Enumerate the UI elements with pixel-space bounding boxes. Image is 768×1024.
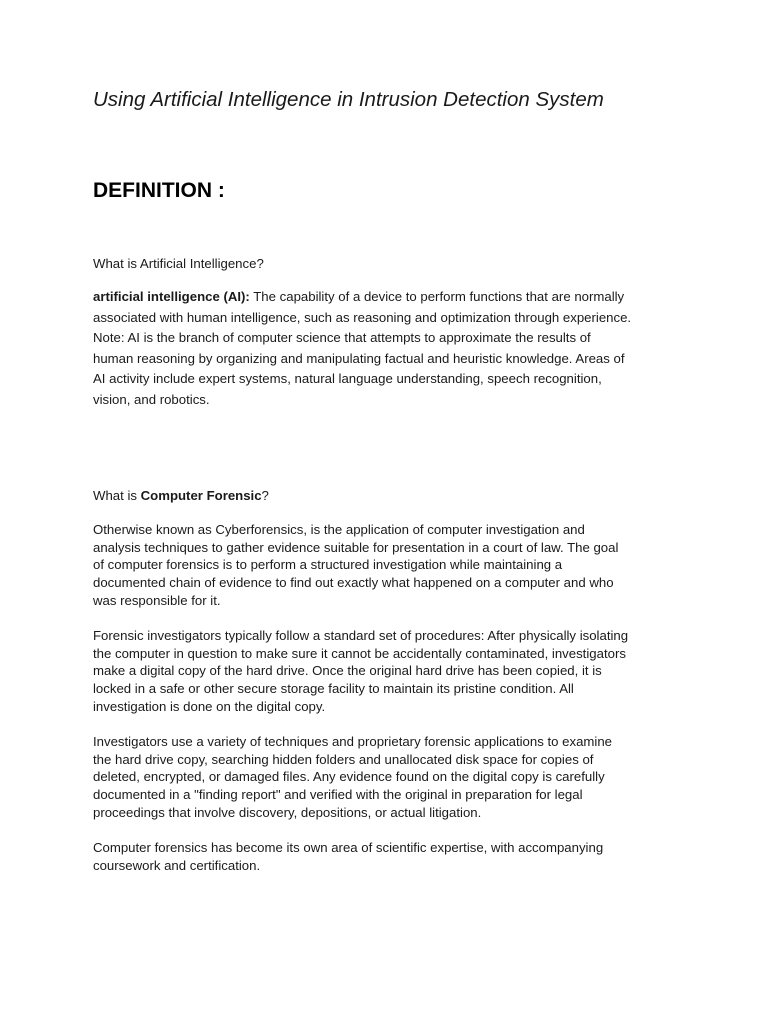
forensic-paragraph-4 [93, 839, 683, 874]
forensic-paragraph-3 [93, 733, 683, 822]
paragraph-line [93, 287, 683, 308]
forensic-p3-line-1: the hard drive copy, searching hidden folders and unallocated disk space for copies of [93, 751, 594, 767]
definition-heading: DEFINITION : [93, 179, 225, 202]
forensic-p2-line-1: the computer in question to make sure it cannot be accidentally contaminated, investigators [93, 645, 626, 661]
forensic-question-suffix: ? [261, 488, 269, 503]
forensic-p2-line-3: locked in a safe or other secure storage facility to maintain its pristine condition. All [93, 681, 574, 697]
ai-line-2: Note: AI is the branch of computer science that attempts to approximate the results of [93, 330, 591, 345]
forensic-p2-line-2: make a digital copy of the hard drive. Once the original hard drive has been copied, it is [93, 663, 602, 679]
forensic-p1-line-2: of computer forensics is to perform a structured investigation while maintaining a [93, 557, 563, 573]
forensic-p3-line-0: Investigators use a variety of techniques and proprietary forensic applications to examine [93, 734, 612, 749]
forensic-p1-line-4: was responsible for it. [93, 592, 221, 608]
ai-line-5: vision, and robotics. [93, 391, 210, 407]
forensic-p3-line-3: documented in a "finding report" and verified with the original in preparation for legal [93, 787, 583, 803]
forensic-question [93, 488, 269, 503]
ai-line-0: The capability of a device to perform functions that are normally [249, 289, 625, 304]
forensic-p3-line-2: deleted, encrypted, or damaged files. Any evidence found on the digital copy is carefully [93, 769, 605, 785]
forensic-question-prefix: What is [93, 488, 141, 503]
forensic-p2-line-4: investigation is done on the digital copy. [93, 698, 326, 714]
forensic-p4-line-1: coursework and certification. [93, 857, 261, 873]
ai-line-3: human reasoning by organizing and manipulating factual and heuristic knowledge. Areas of [93, 350, 625, 366]
forensic-p3-line-4: proceedings that involve discovery, depositions, or actual litigation. [93, 804, 482, 820]
forensic-p1-line-0: Otherwise known as Cyberforensics, is the application of computer investigation and [93, 522, 585, 537]
forensic-p2-line-0: Forensic investigators typically follow a standard set of procedures: After physically isolating [93, 628, 629, 643]
forensic-p1-line-3: documented chain of evidence to find out exactly what happened on a computer and who [93, 575, 614, 591]
ai-definition-paragraph [93, 287, 683, 410]
forensic-p1-line-1: analysis techniques to gather evidence suitable for presentation in a court of law. The goal [93, 539, 619, 555]
ai-term: artificial intelligence (AI): [93, 289, 250, 304]
forensic-paragraph-1 [93, 521, 683, 610]
ai-line-1: associated with human intelligence, such as reasoning and optimization through experience. [93, 309, 632, 325]
forensic-p4-line-0: Computer forensics has become its own area of scientific expertise, with accompanying [93, 840, 604, 855]
document-title: Using Artificial Intelligence in Intrusion Detection System [93, 88, 604, 111]
ai-question: What is Artificial Intelligence? [93, 256, 264, 271]
forensic-question-term: Computer Forensic [140, 488, 262, 503]
forensic-paragraph-2 [93, 627, 683, 716]
ai-line-4: AI activity include expert systems, natural language understanding, speech recognition, [93, 371, 602, 386]
